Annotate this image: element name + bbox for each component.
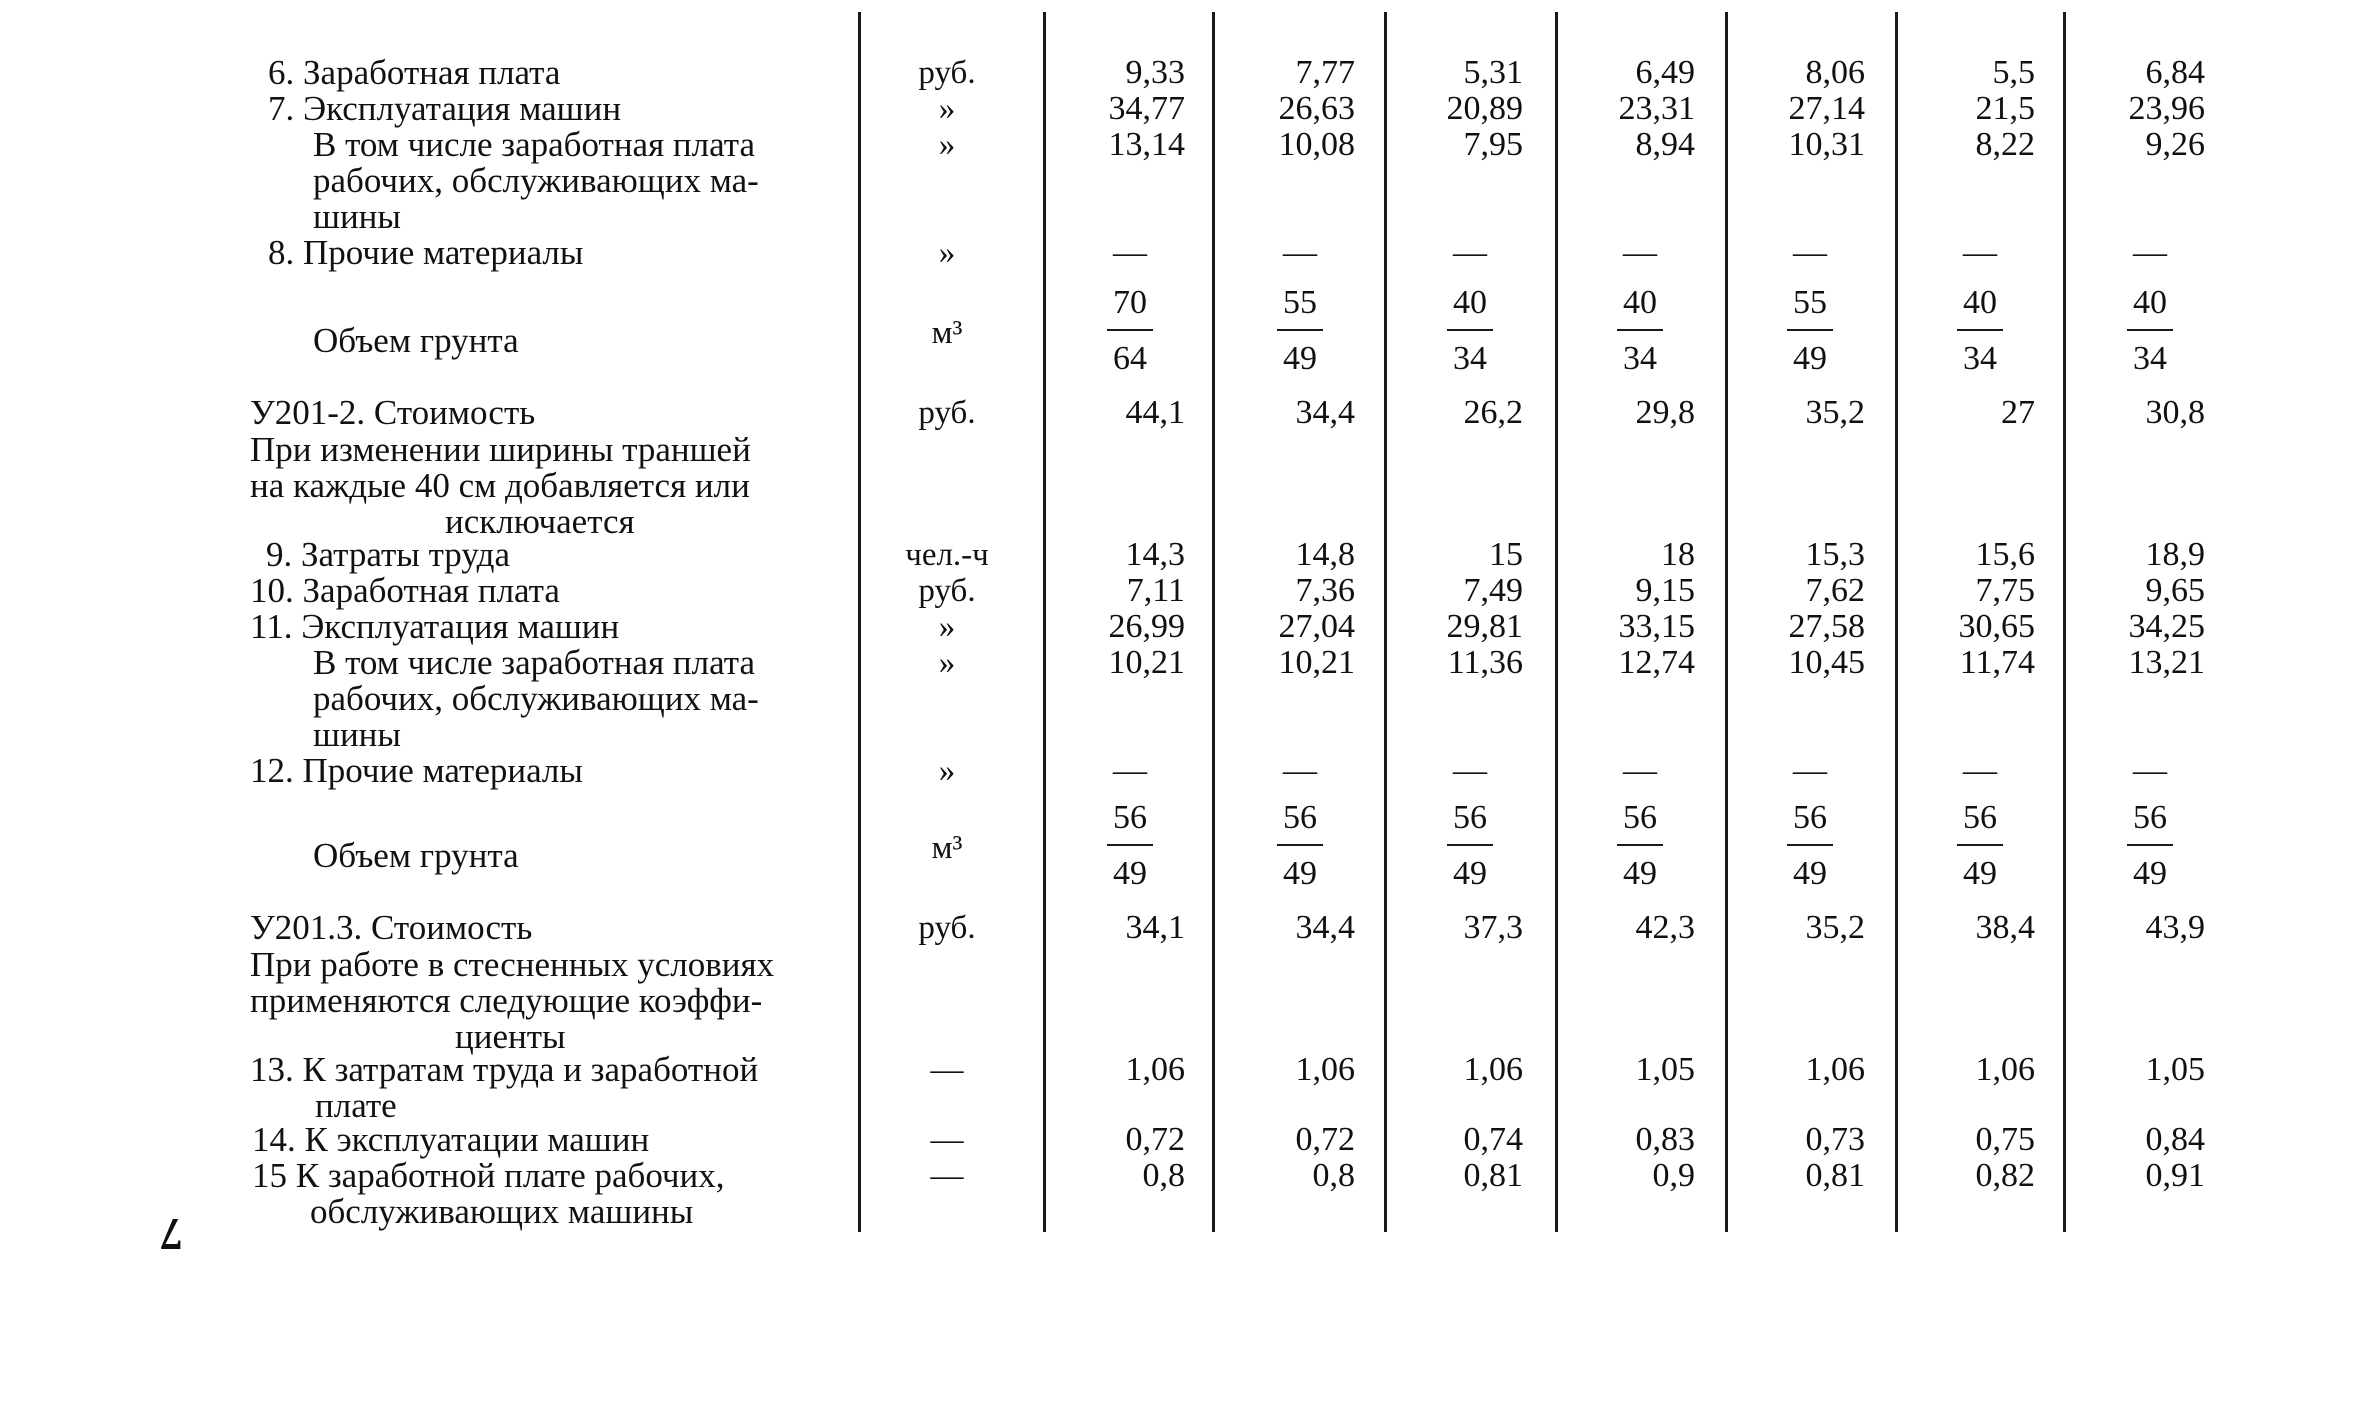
row-label: шины bbox=[313, 197, 401, 236]
fraction-denominator: 34 bbox=[1963, 340, 1997, 377]
table-cell-value: 15 bbox=[1489, 536, 1523, 573]
table-cell-value: 0,83 bbox=[1635, 1121, 1695, 1158]
table-cell-value: 0,84 bbox=[2145, 1121, 2205, 1158]
row-unit: м³ bbox=[931, 315, 963, 351]
table-cell-value: 34,77 bbox=[1108, 90, 1185, 127]
volume-fraction bbox=[1595, 800, 1685, 892]
row-label: рабочих, обслуживающих ма- bbox=[313, 679, 759, 718]
table-cell-value: 1,06 bbox=[1975, 1051, 2035, 1088]
volume-fraction bbox=[1425, 285, 1515, 377]
row-unit: — bbox=[930, 1122, 964, 1158]
row-unit: — bbox=[930, 1158, 964, 1194]
table-cell-value: 27,04 bbox=[1278, 608, 1355, 645]
column-rule bbox=[858, 12, 861, 1232]
fraction-numerator: 55 bbox=[1283, 284, 1317, 321]
table-cell-value: 0,9 bbox=[1652, 1157, 1695, 1194]
table-cell-value: — bbox=[1963, 234, 1997, 271]
row-label: У201.3. Стоимость bbox=[250, 908, 533, 947]
table-cell-value: 7,75 bbox=[1975, 572, 2035, 609]
table-cell-value: 38,4 bbox=[1975, 909, 2035, 946]
table-cell-value: — bbox=[1793, 234, 1827, 271]
table-cell-value: 10,31 bbox=[1788, 126, 1865, 163]
table-cell-value: 34,25 bbox=[2128, 608, 2205, 645]
volume-fraction bbox=[1935, 800, 2025, 892]
table-cell-value: 7,62 bbox=[1805, 572, 1865, 609]
fraction-denominator: 49 bbox=[2133, 855, 2167, 892]
table-cell-value: 8,22 bbox=[1975, 126, 2035, 163]
table-cell-value: 9,33 bbox=[1125, 54, 1185, 91]
fraction-bar bbox=[1787, 329, 1833, 331]
table-cell-value: 15,6 bbox=[1975, 536, 2035, 573]
table-cell-value: — bbox=[2133, 752, 2167, 789]
table-cell-value: 23,96 bbox=[2128, 90, 2205, 127]
fraction-numerator: 56 bbox=[1453, 799, 1487, 836]
row-label: 9. Затраты труда bbox=[266, 535, 510, 574]
volume-fraction bbox=[1765, 285, 1855, 377]
fraction-denominator: 49 bbox=[1283, 340, 1317, 377]
table-cell-value: 10,08 bbox=[1278, 126, 1355, 163]
table-cell-value: — bbox=[1283, 234, 1317, 271]
volume-fraction bbox=[1765, 800, 1855, 892]
row-unit: » bbox=[938, 609, 956, 645]
fraction-numerator: 40 bbox=[1453, 284, 1487, 321]
page-number: 7 bbox=[160, 1209, 183, 1260]
table-cell-value: 10,21 bbox=[1278, 644, 1355, 681]
fraction-numerator: 40 bbox=[1623, 284, 1657, 321]
row-label: обслуживающих машины bbox=[310, 1192, 694, 1231]
row-label: Объем грунта bbox=[313, 836, 519, 875]
table-cell-value: 42,3 bbox=[1635, 909, 1695, 946]
table-cell-value: 14,8 bbox=[1295, 536, 1355, 573]
volume-fraction bbox=[1595, 285, 1685, 377]
table-cell-value: — bbox=[2133, 234, 2167, 271]
table-cell-value: — bbox=[1453, 752, 1487, 789]
table-cell-value: 26,63 bbox=[1278, 90, 1355, 127]
table-cell-value: 10,45 bbox=[1788, 644, 1865, 681]
table-cell-value: 26,2 bbox=[1463, 394, 1523, 431]
table-cell-value: 20,89 bbox=[1446, 90, 1523, 127]
table-cell-value: 7,11 bbox=[1126, 572, 1185, 609]
table-cell-value: 7,36 bbox=[1295, 572, 1355, 609]
row-label: на каждые 40 см добавляется или bbox=[250, 466, 750, 505]
row-label: Объем грунта bbox=[313, 321, 519, 360]
row-unit: руб. bbox=[918, 573, 976, 609]
table-cell-value: 0,91 bbox=[2145, 1157, 2205, 1194]
table-cell-value: 27,58 bbox=[1788, 608, 1865, 645]
fraction-numerator: 40 bbox=[1963, 284, 1997, 321]
table-cell-value: 0,8 bbox=[1312, 1157, 1355, 1194]
row-label: плате bbox=[315, 1086, 397, 1125]
fraction-denominator: 49 bbox=[1793, 340, 1827, 377]
fraction-numerator: 56 bbox=[1113, 799, 1147, 836]
table-cell-value: 27,14 bbox=[1788, 90, 1865, 127]
table-cell-value: 34,4 bbox=[1295, 909, 1355, 946]
row-label: 14. К эксплуатации машин bbox=[252, 1120, 650, 1159]
volume-fraction bbox=[1255, 285, 1345, 377]
row-unit: » bbox=[938, 127, 956, 163]
table-cell-value: — bbox=[1453, 234, 1487, 271]
table-cell-value: — bbox=[1963, 752, 1997, 789]
table-cell-value: 1,06 bbox=[1295, 1051, 1355, 1088]
volume-fraction bbox=[1935, 285, 2025, 377]
row-label: При работе в стесненных условиях bbox=[250, 945, 775, 984]
table-cell-value: 0,72 bbox=[1125, 1121, 1185, 1158]
table-cell-value: 27 bbox=[2001, 394, 2035, 431]
table-cell-value: — bbox=[1623, 234, 1657, 271]
table-cell-value: 9,65 bbox=[2145, 572, 2205, 609]
fraction-bar bbox=[1957, 329, 2003, 331]
table-cell-value: 5,5 bbox=[1992, 54, 2035, 91]
row-label: В том числе заработная плата bbox=[313, 643, 756, 682]
table-cell-value: 8,94 bbox=[1635, 126, 1695, 163]
fraction-bar bbox=[1107, 844, 1153, 846]
volume-fraction bbox=[1425, 800, 1515, 892]
table-cell-value: 5,31 bbox=[1463, 54, 1523, 91]
fraction-bar bbox=[1277, 844, 1323, 846]
table-cell-value: 33,15 bbox=[1618, 608, 1695, 645]
row-label: 10. Заработная плата bbox=[250, 571, 560, 610]
table-cell-value: 1,06 bbox=[1463, 1051, 1523, 1088]
table-cell-value: — bbox=[1793, 752, 1827, 789]
row-label: 8. Прочие материалы bbox=[268, 233, 584, 272]
fraction-bar bbox=[1787, 844, 1833, 846]
volume-fraction bbox=[2105, 285, 2195, 377]
row-label: 11. Эксплуатация машин bbox=[250, 607, 620, 646]
table-cell-value: 0,81 bbox=[1463, 1157, 1523, 1194]
volume-fraction bbox=[2105, 800, 2195, 892]
row-unit: руб. bbox=[918, 910, 976, 946]
table-cell-value: 43,9 bbox=[2145, 909, 2205, 946]
table-cell-value: — bbox=[1113, 234, 1147, 271]
table-cell-value: 34,4 bbox=[1295, 394, 1355, 431]
table-cell-value: 26,99 bbox=[1108, 608, 1185, 645]
table-cell-value: — bbox=[1113, 752, 1147, 789]
volume-fraction bbox=[1255, 800, 1345, 892]
table-cell-value: 7,49 bbox=[1463, 572, 1523, 609]
fraction-denominator: 64 bbox=[1113, 340, 1147, 377]
table-cell-value: 8,06 bbox=[1805, 54, 1865, 91]
row-label: циенты bbox=[455, 1017, 566, 1056]
table-cell-value: 18 bbox=[1661, 536, 1695, 573]
table-cell-value: 9,26 bbox=[2145, 126, 2205, 163]
fraction-denominator: 49 bbox=[1453, 855, 1487, 892]
table-cell-value: 11,36 bbox=[1447, 644, 1523, 681]
fraction-bar bbox=[1617, 329, 1663, 331]
table-cell-value: 1,05 bbox=[2145, 1051, 2205, 1088]
row-unit: м³ bbox=[931, 830, 963, 866]
table-cell-value: 13,14 bbox=[1108, 126, 1185, 163]
table-cell-value: 6,49 bbox=[1635, 54, 1695, 91]
row-label: шины bbox=[313, 715, 401, 754]
fraction-bar bbox=[1107, 329, 1153, 331]
row-label: исключается bbox=[445, 502, 635, 541]
fraction-numerator: 56 bbox=[2133, 799, 2167, 836]
fraction-denominator: 49 bbox=[1793, 855, 1827, 892]
fraction-numerator: 40 bbox=[2133, 284, 2167, 321]
row-unit: » bbox=[938, 91, 956, 127]
row-unit: » bbox=[938, 753, 956, 789]
row-unit: — bbox=[930, 1052, 964, 1088]
fraction-bar bbox=[2127, 844, 2173, 846]
table-cell-value: 1,06 bbox=[1805, 1051, 1865, 1088]
row-label: У201-2. Стоимость bbox=[250, 393, 536, 432]
fraction-bar bbox=[1277, 329, 1323, 331]
table-cell-value: 34,1 bbox=[1125, 909, 1185, 946]
table-cell-value: 1,06 bbox=[1125, 1051, 1185, 1088]
fraction-numerator: 56 bbox=[1793, 799, 1827, 836]
fraction-denominator: 34 bbox=[2133, 340, 2167, 377]
table-cell-value: 35,2 bbox=[1805, 909, 1865, 946]
table-cell-value: 13,21 bbox=[2128, 644, 2205, 681]
table-cell-value: 6,84 bbox=[2145, 54, 2205, 91]
table-cell-value: — bbox=[1283, 752, 1317, 789]
row-label: При изменении ширины траншей bbox=[250, 430, 751, 469]
table-cell-value: 0,75 bbox=[1975, 1121, 2035, 1158]
fraction-numerator: 56 bbox=[1283, 799, 1317, 836]
table-cell-value: 44,1 bbox=[1125, 394, 1185, 431]
row-unit: руб. bbox=[918, 55, 976, 91]
table-cell-value: 30,65 bbox=[1958, 608, 2035, 645]
fraction-denominator: 34 bbox=[1453, 340, 1487, 377]
table-cell-value: 15,3 bbox=[1805, 536, 1865, 573]
table-cell-value: 21,5 bbox=[1975, 90, 2035, 127]
table-cell-value: 30,8 bbox=[2145, 394, 2205, 431]
row-unit: руб. bbox=[918, 395, 976, 431]
row-label: 6. Заработная плата bbox=[268, 53, 561, 92]
fraction-bar bbox=[1957, 844, 2003, 846]
row-label: применяются следующие коэффи- bbox=[250, 981, 763, 1020]
fraction-bar bbox=[1617, 844, 1663, 846]
table-cell-value: 0,73 bbox=[1805, 1121, 1865, 1158]
table-cell-value: 0,74 bbox=[1463, 1121, 1523, 1158]
table-cell-value: 37,3 bbox=[1463, 909, 1523, 946]
row-label: 15 К заработной плате рабочих, bbox=[252, 1156, 725, 1195]
table-cell-value: 14,3 bbox=[1125, 536, 1185, 573]
table-cell-value: 18,9 bbox=[2145, 536, 2205, 573]
table-cell-value: 1,05 bbox=[1635, 1051, 1695, 1088]
row-label: 7. Эксплуатация машин bbox=[268, 89, 622, 128]
table-cell-value: 0,8 bbox=[1142, 1157, 1185, 1194]
row-unit: » bbox=[938, 645, 956, 681]
table-cell-value: 0,82 bbox=[1975, 1157, 2035, 1194]
fraction-bar bbox=[1447, 844, 1493, 846]
table-cell-value: 7,77 bbox=[1295, 54, 1355, 91]
fraction-denominator: 49 bbox=[1623, 855, 1657, 892]
table-cell-value: 29,8 bbox=[1635, 394, 1695, 431]
fraction-bar bbox=[2127, 329, 2173, 331]
fraction-numerator: 56 bbox=[1623, 799, 1657, 836]
volume-fraction bbox=[1085, 800, 1175, 892]
fraction-denominator: 49 bbox=[1963, 855, 1997, 892]
row-unit: чел.-ч bbox=[905, 537, 989, 573]
table-cell-value: 23,31 bbox=[1618, 90, 1695, 127]
table-cell-value: 7,95 bbox=[1463, 126, 1523, 163]
table-cell-value: 12,74 bbox=[1618, 644, 1695, 681]
fraction-bar bbox=[1447, 329, 1493, 331]
table-cell-value: 11,74 bbox=[1959, 644, 2035, 681]
volume-fraction bbox=[1085, 285, 1175, 377]
table-cell-value: 29,81 bbox=[1446, 608, 1523, 645]
fraction-denominator: 49 bbox=[1113, 855, 1147, 892]
row-label: рабочих, обслуживающих ма- bbox=[313, 161, 759, 200]
row-label: В том числе заработная плата bbox=[313, 125, 756, 164]
table-cell-value: 0,81 bbox=[1805, 1157, 1865, 1194]
table-cell-value: 10,21 bbox=[1108, 644, 1185, 681]
fraction-denominator: 49 bbox=[1283, 855, 1317, 892]
table-cell-value: 0,72 bbox=[1295, 1121, 1355, 1158]
row-label: 12. Прочие материалы bbox=[250, 751, 583, 790]
table-cell-value: 35,2 bbox=[1805, 394, 1865, 431]
fraction-numerator: 55 bbox=[1793, 284, 1827, 321]
fraction-numerator: 70 bbox=[1113, 284, 1147, 321]
row-unit: » bbox=[938, 235, 956, 271]
fraction-numerator: 56 bbox=[1963, 799, 1997, 836]
row-label: 13. К затратам труда и заработной bbox=[250, 1050, 759, 1089]
table-cell-value: 9,15 bbox=[1635, 572, 1695, 609]
fraction-denominator: 34 bbox=[1623, 340, 1657, 377]
table-cell-value: — bbox=[1623, 752, 1657, 789]
